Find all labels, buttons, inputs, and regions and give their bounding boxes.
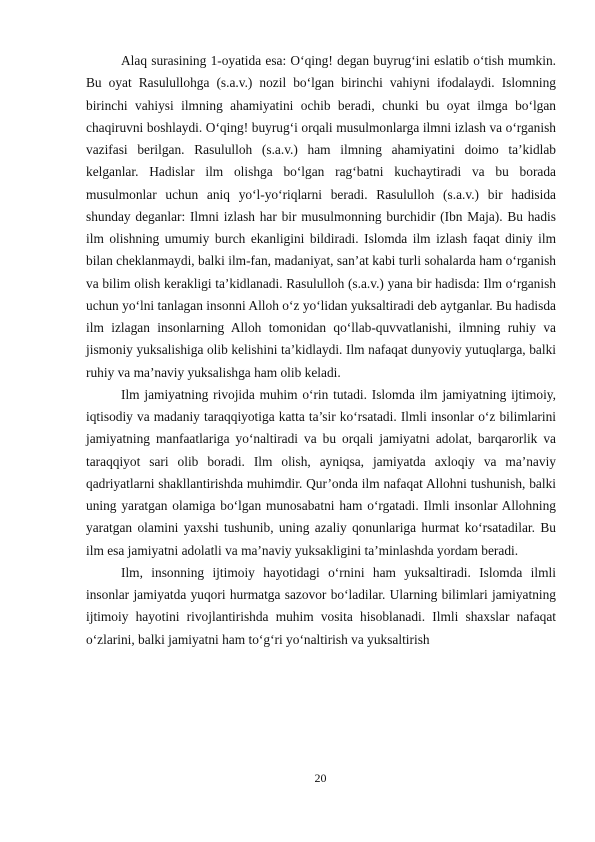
paragraph-3: Ilm, insonning ijtimoiy hayotidagi o‘rnini ham yuksaltiradi. Islomda ilmli insonlar jamiyatda yuqori hurmatga sazovor bo‘ladilar. Ularning bilimlari jamiyatning ijtimoiy hayotini rivojlantirishda muhim vosita hisoblanadi. Ilmli shaxslar nafaqat o‘zlarini, balki jamiyatni ham to‘g‘ri yo‘naltirish va yuksaltirish (86, 564, 556, 647)
page-number: 20 (314, 771, 327, 785)
paragraph-1: Alaq surasining 1-oyatida esa: O‘qing! degan buyrug‘ini eslatib o‘tish mumkin. Bu oyat Rasulullohga (s.a.v.) nozil bo‘lgan birinchi vahiyni ifodalaydi. Islomning birinchi vahiysi ilmning ahamiyatini ochib beradi, chunki bu oyat ilmga bo‘lgan chaqiruvni boshlaydi. O‘qing! buyrug‘i orqali musulmonlarga ilmni izlash va o‘rganish vazifasi berilgan. Rasululloh (s.a.v.) ham ilmning ahamiyatini doimo ta’kidlab kelganlar. Hadislar ilm olishga bo‘lgan rag‘batni kuchaytiradi va bu borada musulmonlar uchun aniq yo‘l-yo‘riqlarni beradi. Rasululloh (s.a.v.) bir hadisida shunday deganlar: Ilmni izlash har bir musulmonning burchidir (Ibn Maja). Bu hadis ilm olishning umumiy burch ekanligini bildiradi. Islomda ilm izlash faqat diniy ilm bilan cheklanmaydi, balki ilm-fan, madaniyat, san’at kabi turli sohalarda ham o‘rganish va bilim olish kerakligi ta’kidlanadi. Rasululloh (s.a.v.) yana bir hadisda: Ilm o‘rganish uchun yo‘lni tanlagan insonni Alloh o‘z yo‘lidan yuksaltiradi deb aytganlar. Bu hadisda ilm izlagan insonlarning Alloh tomonidan qo‘llab-quvvatlanishi, ilmning ruhiy va jismoniy yuksalishiga olib kelishini ta’kidlaydi. Ilm nafaqat dunyoviy yutuqlarga, balki ruhiy va ma’naviy yuksalishga ham olib keladi. (86, 53, 556, 380)
body-text (86, 50, 556, 651)
paragraph-2: Ilm jamiyatning rivojida muhim o‘rin tutadi. Islomda ilm jamiyatning ijtimoiy, iqtisodiy va madaniy taraqqiyotiga katta ta’sir ko‘rsatadi. Ilmli insonlar o‘z bilimlarini jamiyatning manfaatlariga yo‘naltiradi va bu orqali jamiyatni adolat, barqarorlik va taraqqiyot sari olib boradi. Ilm olish, ayniqsa, jamiyatda axloqiy va ma’naviy qadriyatlarni shakllantirishda muhimdir. Qur’onda ilm nafaqat Allohni tushunish, balki uning yaratgan olamiga bo‘lgan munosabatni ham o‘rgatadi. Ilmli insonlar Allohning yaratgan olamini yaxshi tushunib, uning azaliy qonunlariga hurmat ko‘rsatadilar. Bu ilm esa jamiyatni adolatli va ma’naviy yuksakligini ta’minlashda yordam beradi. (86, 386, 556, 558)
